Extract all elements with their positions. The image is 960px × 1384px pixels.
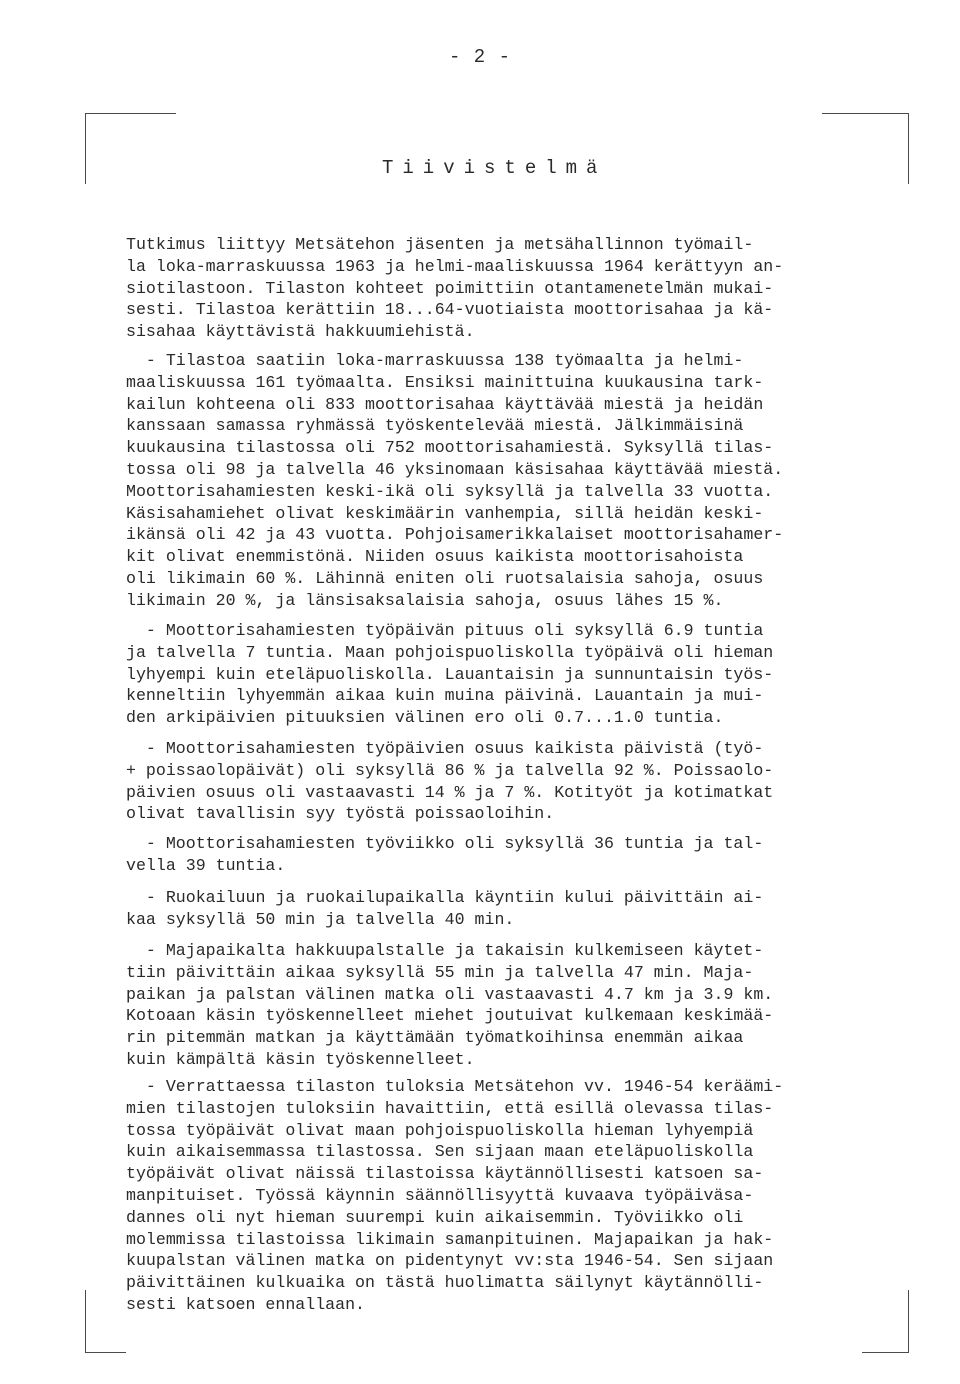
text-line: maaliskuussa 161 työmaalta. Ensiksi mainittuina kuukausina tark- xyxy=(126,372,764,392)
text-line: kenneltiin lyhyemmän aikaa kuin muina päivinä. Lauantain ja mui- xyxy=(126,686,764,706)
text-line: dannes oli nyt hieman suurempi kuin aikaisemmin. Työviikko oli xyxy=(126,1207,744,1227)
text-line: kuin aikaisemmassa tilastossa. Sen sijaan maan eteläpuoliskolla xyxy=(126,1142,754,1162)
text-line: - Moottorisahamiesten työpäivän pituus oli syksyllä 6.9 tuntia xyxy=(126,621,764,640)
text-line: - Tilastoa saatiin loka-marraskuussa 138 työmaalta ja helmi- xyxy=(126,351,744,370)
paragraph-comparison xyxy=(126,1076,866,1316)
text-line: kuupalstan välinen matka on pidentynyt vv:sta 1946-54. Sen sijaan xyxy=(126,1251,774,1271)
text-line: ikänsä oli 42 ja 43 vuotta. Pohjoisamerikkalaiset moottorisahamer- xyxy=(126,525,784,545)
text-line: kailun kohteena oli 833 moottorisahaa käyttävää miestä ja heidän xyxy=(126,394,764,414)
frame-corner-top-left xyxy=(85,113,176,184)
text-line: den arkipäivien pituuksien välinen ero oli 0.7...1.0 tuntia. xyxy=(126,708,724,728)
text-line: + poissaolopäivät) oli syksyllä 86 % ja talvella 92 %. Poissaolo- xyxy=(126,760,774,780)
text-line: päivittäinen kulkuaika on tästä huolimatta säilynyt käytännölli- xyxy=(126,1273,764,1293)
text-line: mien tilastojen tuloksiin havaittiin, että esillä olevassa tilas- xyxy=(126,1098,774,1118)
text-line: sesti katsoen ennallaan. xyxy=(126,1294,365,1314)
text-line: Tutkimus liittyy Metsätehon jäsenten ja metsähallinnon työmail- xyxy=(126,235,754,254)
text-line: manpituiset. Työssä käynnin säännöllisyyttä kuvaava työpäiväsa- xyxy=(126,1185,754,1205)
text-line: vella 39 tuntia. xyxy=(126,855,286,875)
text-line: - Ruokailuun ja ruokailupaikalla käyntiin kului päivittäin ai- xyxy=(126,888,764,907)
text-line: kuin kämpältä käsin työskennelleet. xyxy=(126,1049,475,1069)
text-line: oli likimain 60 %. Lähinnä eniten oli ruotsalaisia sahoja, osuus xyxy=(126,568,764,588)
paragraph-sample xyxy=(126,350,866,612)
frame-corner-bottom-left xyxy=(85,1290,126,1353)
page-title: Tiivistelmä xyxy=(382,157,607,179)
text-line: siotilastoon. Tilaston kohteet poimittiin otantamenetelmän mukai- xyxy=(126,278,774,298)
text-line: - Moottorisahamiesten työviikko oli syksyllä 36 tuntia ja tal- xyxy=(126,834,764,853)
text-line: lyhyempi kuin eteläpuoliskolla. Lauantaisin ja sunnuntaisin työs- xyxy=(126,664,774,684)
frame-corner-bottom-right xyxy=(862,1290,909,1353)
text-line: päivien osuus oli vastaavasti 14 % ja 7 %. Kotityöt ja kotimatkat xyxy=(126,782,774,802)
text-line: kanssaan samassa ryhmässä työskentelevää miestä. Jälkimmäisinä xyxy=(126,416,744,436)
text-line: paikan ja palstan välinen matka oli vastaavasti 4.7 km ja 3.9 km. xyxy=(126,984,774,1004)
paragraph-workday-length xyxy=(126,620,866,729)
page-number: - 2 - xyxy=(448,46,511,68)
text-line: Moottorisahamiesten keski-ikä oli syksyllä ja talvella 33 vuotta. xyxy=(126,481,774,501)
text-line: - Moottorisahamiesten työpäivien osuus kaikista päivistä (työ- xyxy=(126,739,764,758)
text-line: olivat tavallisin syy työstä poissaoloihin. xyxy=(126,804,555,824)
text-line: molemmissa tilastoissa likimain samanpituinen. Majapaikan ja hak- xyxy=(126,1229,774,1249)
paragraph-intro xyxy=(126,234,866,343)
paragraph-meals xyxy=(126,887,866,931)
paragraph-workweek xyxy=(126,833,866,877)
text-line: tossa oli 98 ja talvella 46 yksinomaan käsisahaa käyttävää miestä. xyxy=(126,459,784,479)
frame-corner-top-right xyxy=(822,113,909,184)
text-line: ja talvella 7 tuntia. Maan pohjoispuoliskolla työpäivä oli hieman xyxy=(126,642,774,662)
text-line: tossa työpäivät olivat maan pohjoispuoliskolla hieman lyhyempiä xyxy=(126,1120,754,1140)
text-line: kaa syksyllä 50 min ja talvella 40 min. xyxy=(126,909,515,929)
text-line: la loka-marraskuussa 1963 ja helmi-maaliskuussa 1964 kerättyyn an- xyxy=(126,256,784,276)
text-line: - Majapaikalta hakkuupalstalle ja takaisin kulkemiseen käytet- xyxy=(126,941,764,960)
text-line: - Verrattaessa tilaston tuloksia Metsätehon vv. 1946-54 keräämi- xyxy=(126,1077,784,1096)
text-line: tiin päivittäin aikaa syksyllä 55 min ja talvella 47 min. Maja- xyxy=(126,962,754,982)
text-line: rin pitemmän matkan ja käyttämään työmatkoihinsa enemmän aikaa xyxy=(126,1028,744,1048)
text-line: likimain 20 %, ja länsisaksalaisia sahoja, osuus lähes 15 %. xyxy=(126,590,724,610)
paragraph-commute xyxy=(126,940,866,1071)
text-line: kit olivat enemmistönä. Niiden osuus kaikista moottorisahoista xyxy=(126,547,744,567)
paragraph-workdays-share xyxy=(126,738,866,825)
text-line: Kotoaan käsin työskennelleet miehet joutuivat kulkemaan keskimää- xyxy=(126,1006,774,1026)
text-line: työpäivät olivat näissä tilastoissa käytännöllisesti katsoen sa- xyxy=(126,1164,764,1184)
text-line: sisahaa käyttävistä hakkuumiehistä. xyxy=(126,322,475,342)
text-line: sesti. Tilastoa kerättiin 18...64-vuotiaista moottorisahaa ja kä- xyxy=(126,300,774,320)
text-line: kuukausina tilastossa oli 752 moottorisahamiestä. Syksyllä tilas- xyxy=(126,438,774,458)
text-line: Käsisahamiehet olivat keskimäärin vanhempia, sillä heidän keski- xyxy=(126,503,764,523)
